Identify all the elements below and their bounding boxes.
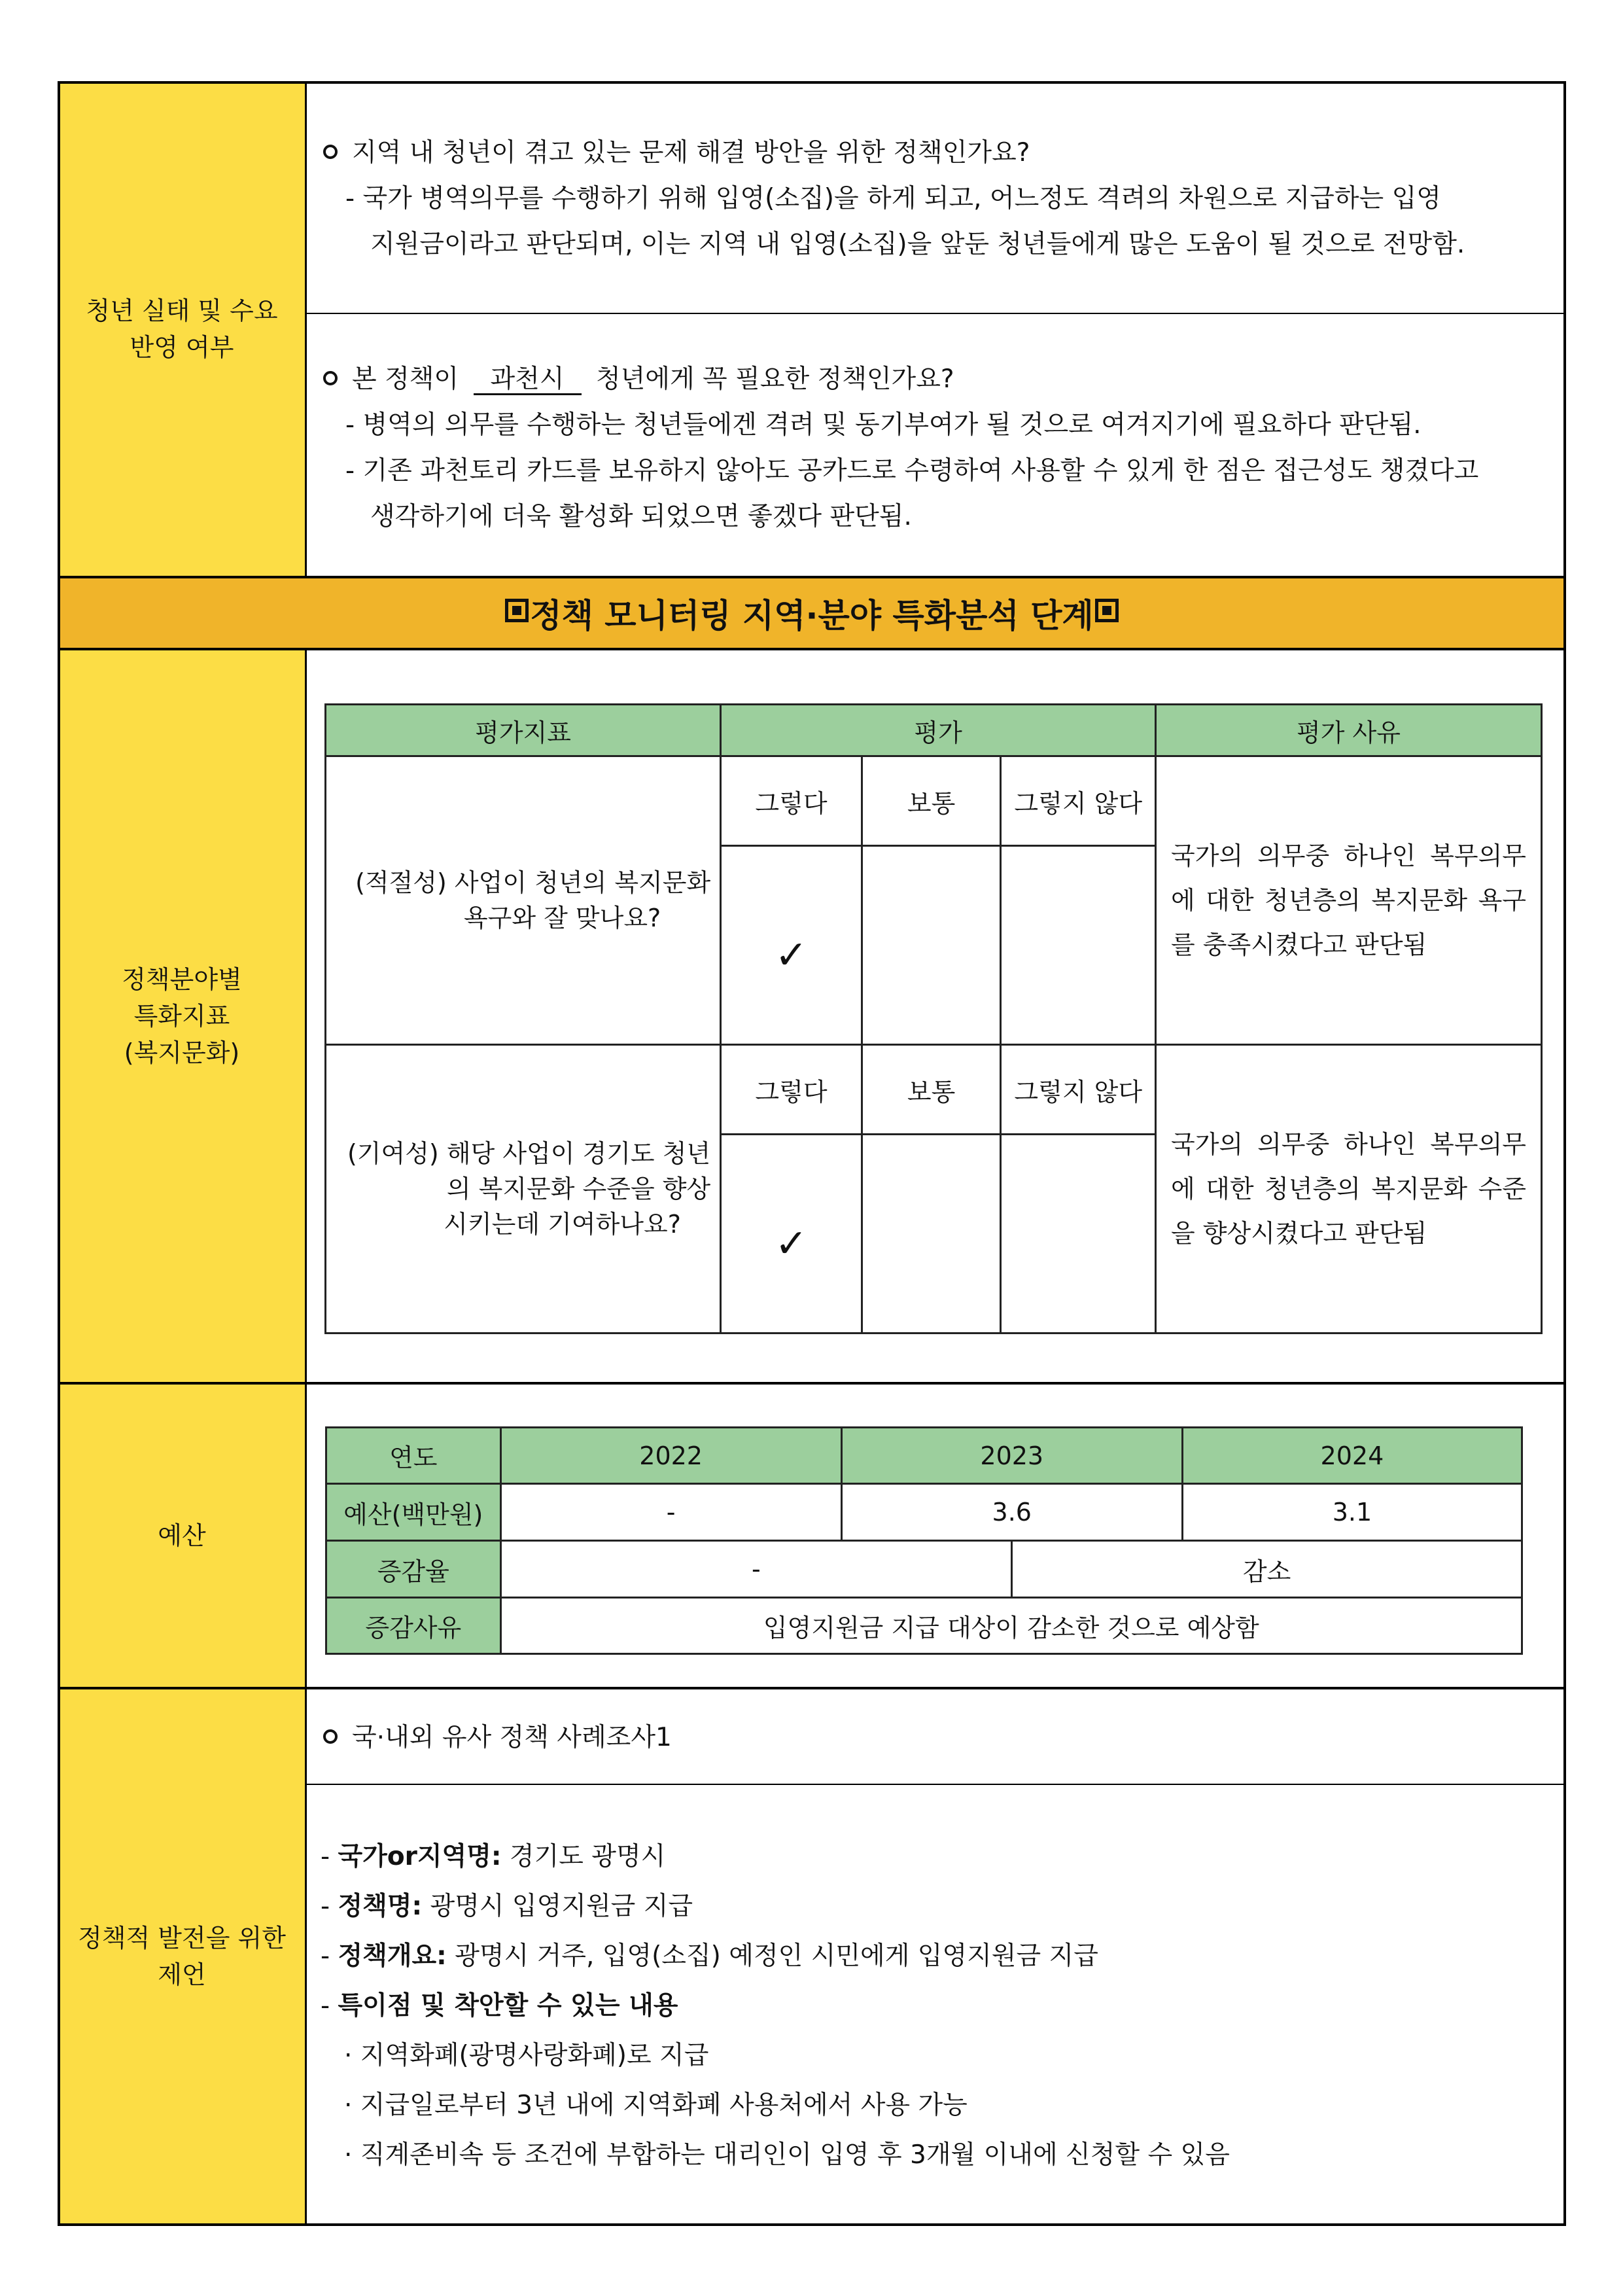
empty-cell bbox=[1001, 846, 1156, 1045]
section-banner bbox=[59, 577, 1565, 649]
change-label: 증감율 bbox=[326, 1541, 501, 1598]
year-label: 연도 bbox=[326, 1428, 501, 1484]
reason-cell: 국가의 의무중 하나인 복무의무 에 대한 청년층의 복지문화 욕구 를 충족시켰다고 판단됨 bbox=[1156, 756, 1542, 1045]
empty-cell bbox=[1001, 1135, 1156, 1333]
budget-label: 예산(백만원) bbox=[326, 1484, 501, 1541]
section-label-budget: 예산 bbox=[158, 1521, 206, 1550]
case-item: - 국가or지역명: 경기도 광명시 bbox=[321, 1842, 666, 1871]
circle-bullet-icon bbox=[323, 1729, 338, 1744]
option-neutral: 보통 bbox=[862, 1045, 1001, 1135]
budget-table bbox=[325, 1426, 1523, 1655]
year-2023: 2023 bbox=[841, 1428, 1182, 1484]
header-reason: 평가 사유 bbox=[1156, 705, 1542, 756]
indicator-cell: (적절성) 사업이 청년의 복지문화 욕구와 잘 맞나요? bbox=[326, 756, 721, 1045]
label-divider bbox=[305, 649, 307, 2225]
header-evaluation: 평가 bbox=[721, 705, 1156, 756]
feature-line: · 지역화폐(광명사랑화폐)로 지급 bbox=[344, 2041, 709, 2070]
option-yes: 그렇다 bbox=[721, 756, 862, 846]
answer-line: - 국가 병역의무를 수행하기 위해 입영(소집)을 하게 되고, 어느정도 격려의 차원으로 지급하는 입영 bbox=[345, 184, 1441, 213]
region-name: 과천시 bbox=[474, 366, 582, 395]
header-indicator: 평가지표 bbox=[326, 705, 721, 756]
change-value: 감소 bbox=[1012, 1541, 1522, 1598]
change-reason-label: 증감사유 bbox=[326, 1598, 501, 1654]
answer-line: - 기존 과천토리 카드를 보유하지 않아도 공카드로 수령하여 사용할 수 있게 한 점은 접근성도 챙겼다고 bbox=[345, 456, 1479, 486]
sub-divider bbox=[306, 313, 1565, 314]
empty-cell bbox=[862, 1135, 1001, 1333]
option-no: 그렇지 않다 bbox=[1001, 756, 1156, 846]
option-yes: 그렇다 bbox=[721, 1045, 862, 1135]
circle-bullet-icon bbox=[323, 371, 338, 385]
year-2024: 2024 bbox=[1182, 1428, 1522, 1484]
sub-divider bbox=[306, 1784, 1565, 1785]
section-label-proposal: 정책적 발전을 위한 제언 bbox=[78, 1924, 286, 1989]
evaluation-table bbox=[324, 703, 1543, 1334]
case-study-heading: 국·내외 유사 정책 사례조사1 bbox=[323, 1722, 672, 1754]
banner-title: 정책 모니터링 지역·분야 특화분석 단계 bbox=[530, 597, 1094, 635]
answer-line: 지원금이라고 판단되며, 이는 지역 내 입영(소집)을 앞둔 청년들에게 많은 도움이 될 것으로 전망함. bbox=[370, 230, 1465, 259]
answer-line: - 병역의 의무를 수행하는 청년들에겐 격려 및 동기부여가 될 것으로 여겨지기에 필요하다 판단됨. bbox=[345, 410, 1422, 440]
indicator-cell: (기여성) 해당 사업이 경기도 청년 의 복지문화 수준을 향상 시키는데 기여하나요? bbox=[326, 1045, 721, 1333]
question-heading: 본 정책이 과천시 청년에게 꼭 필요한 정책인가요? bbox=[323, 364, 954, 395]
reason-cell: 국가의 의무중 하나인 복무의무 에 대한 청년층의 복지문화 수준 을 향상시켰다고 판단됨 bbox=[1156, 1045, 1542, 1333]
budget-value: 3.6 bbox=[841, 1484, 1182, 1541]
square-bullet-icon bbox=[505, 599, 529, 622]
square-bullet-icon bbox=[1095, 599, 1119, 622]
option-no: 그렇지 않다 bbox=[1001, 1045, 1156, 1135]
feature-line: · 지급일로부터 3년 내에 지역화폐 사용처에서 사용 가능 bbox=[344, 2091, 968, 2120]
row-divider bbox=[58, 576, 1566, 578]
check-mark-icon: ✓ bbox=[721, 1135, 862, 1333]
change-value: - bbox=[500, 1541, 1012, 1598]
budget-value: - bbox=[500, 1484, 841, 1541]
label-divider bbox=[305, 81, 307, 577]
section-label-indicators: 정책분야별 특화지표 (복지문화) bbox=[122, 965, 242, 1067]
year-2022: 2022 bbox=[500, 1428, 841, 1484]
check-mark-icon: ✓ bbox=[721, 846, 862, 1045]
empty-cell bbox=[862, 846, 1001, 1045]
change-reason-value: 입영지원금 지급 대상이 감소한 것으로 예상함 bbox=[500, 1598, 1522, 1654]
frame-right bbox=[1563, 81, 1566, 2226]
feature-line: · 직계존비속 등 조건에 부합하는 대리인이 입영 후 3개월 이내에 신청할 수 있음 bbox=[344, 2140, 1230, 2170]
budget-value: 3.1 bbox=[1182, 1484, 1522, 1541]
case-item: - 정책명: 광명시 입영지원금 지급 bbox=[321, 1892, 693, 1921]
option-neutral: 보통 bbox=[862, 756, 1001, 846]
case-item: - 정책개요: 광명시 거주, 입영(소집) 예정인 시민에게 입영지원금 지급 bbox=[321, 1941, 1098, 1971]
case-item: - 특이점 및 착안할 수 있는 내용 bbox=[321, 1991, 678, 2021]
question-heading: 지역 내 청년이 겪고 있는 문제 해결 방안을 위한 정책인가요? bbox=[323, 137, 1030, 169]
answer-line: 생각하기에 더욱 활성화 되었으면 좋겠다 판단됨. bbox=[370, 502, 912, 531]
circle-bullet-icon bbox=[323, 145, 338, 159]
section-label-youth-demand: 청년 실태 및 수요 반영 여부 bbox=[86, 296, 278, 362]
frame-bottom bbox=[58, 2223, 1566, 2226]
